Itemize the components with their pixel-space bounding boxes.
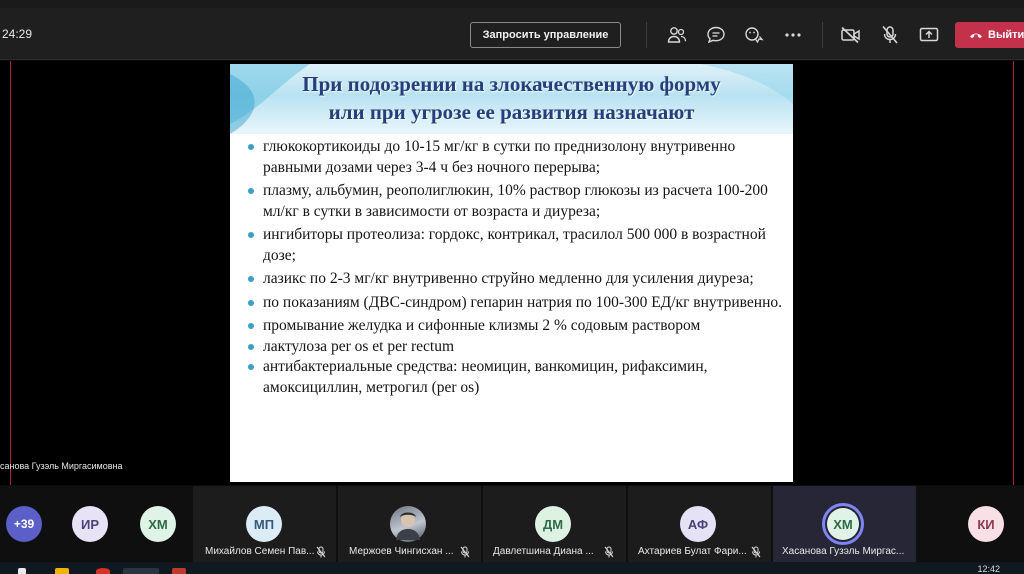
slide-bullet: промывание желудка и сифонные клизмы 2 % содовым раствором [248,316,788,337]
participant-avatar[interactable]: КИ [968,506,1004,542]
participant-name: Давлетшина Диана ... [493,546,594,557]
chat-icon[interactable] [705,24,727,46]
taskbar-app-icon[interactable] [55,568,69,574]
more-participants-button[interactable]: +39 [6,506,42,542]
participant-photo-avatar [390,506,426,542]
slide-title-line-1: При подозрении на злокачественную форму [302,72,721,96]
person-photo-icon [390,506,426,542]
camera-off-icon[interactable] [840,24,862,46]
presentation-slide [230,64,793,482]
slide-bullet: по показаниям (ДВС-синдром) гепарин натрия по 100-300 ЕД/кг внутривенно. [248,293,788,314]
slide-bullet: лактулоза per os et per rectum [248,337,788,358]
os-taskbar [0,562,1024,574]
stage-border-right [1013,61,1014,485]
participant-avatar: МП [246,506,282,542]
leave-button[interactable] [955,22,1024,48]
taskbar-app-icon[interactable] [18,568,26,574]
participant-tile[interactable] [628,486,771,562]
taskbar-app-icon[interactable] [172,568,186,574]
shared-screen-stage [0,61,1024,485]
participant-name: Хасанова Гузэль Миргас... [782,546,905,557]
participant-avatar: ХМ [827,508,859,540]
request-control-button[interactable]: Запросить управление [470,22,621,48]
participants-icon[interactable] [666,24,688,46]
window-top-strip [0,0,1024,8]
participant-avatar: АФ [680,506,716,542]
participant-avatar[interactable]: ХМ [140,506,176,542]
mic-off-icon [604,546,614,558]
mic-off-icon [751,546,761,558]
stage-border-left [10,61,11,485]
participant-tile-active-speaker[interactable] [773,486,916,562]
slide-bullet: антибактериальные средства: неомицин, ванкомицин, рифаксимин, амоксициллин, метрогил (per os) [248,357,788,398]
participant-name: Ахтариев Булат Фари... [638,546,747,557]
slide-title-line-2: или при угрозе ее развития назначают [328,100,695,124]
taskbar-clock: 12:42 [977,564,1000,574]
taskbar-app-icon-active[interactable] [123,568,159,574]
phone-hangup-icon [969,31,983,39]
participant-gallery [0,486,1024,562]
more-options-icon[interactable] [782,24,804,46]
slide-bullet: лазикс по 2-3 мг/кг внутривенно струйно медленно для усиления диуреза; [248,269,788,290]
participant-tile[interactable] [483,486,626,562]
taskbar-app-icon[interactable] [96,568,110,574]
share-screen-icon[interactable] [918,24,940,46]
slide-bullet-list [248,137,788,401]
participant-avatar: ДМ [535,506,571,542]
mic-off-icon [316,546,326,558]
participant-avatar[interactable]: ИР [72,506,108,542]
slide-title [230,70,793,126]
mic-off-icon [460,546,470,558]
slide-bullet: ингибиторы протеолиза: гордокс, контрикал, трасилол 500 000 в возрастной дозе; [248,225,788,266]
participant-name: Михайлов Семен Пав... [205,546,315,557]
meeting-toolbar [0,8,1024,60]
meeting-timer: 24:29 [2,27,33,41]
participant-tile[interactable] [193,486,336,562]
speaking-ring [822,503,864,545]
participant-name: Мержоев Чингисхан ... [349,546,454,557]
toolbar-divider [646,22,647,48]
slide-bullet: плазму, альбумин, реополиглюкин, 10% раствор глюкозы из расчета 100-200 мл/кг в сутки в зависимости от возраста и диуреза; [248,181,788,222]
presenter-name-label: санова Гузэль Миргасимовна [0,461,123,471]
slide-bullet: глюкокортикоиды до 10-15 мг/кг в сутки по преднизолону внутривенно равными дозами через 3-4 ч без ночного перерыва; [248,137,788,178]
toolbar-divider [822,22,823,48]
mic-off-icon[interactable] [879,24,901,46]
slide-header-background [230,64,793,134]
leave-button-label: Выйти [988,29,1024,41]
participant-tile[interactable] [338,486,481,562]
reactions-icon[interactable] [743,24,765,46]
